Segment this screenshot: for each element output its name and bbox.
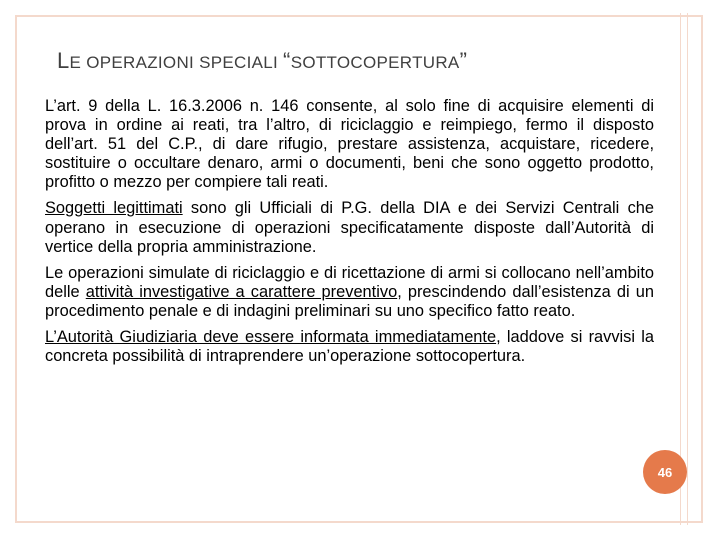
title-quote-close: ” [459, 48, 468, 73]
paragraph-text: , laddove si ravvisi la concreta possibilità di intraprendere un’operazione sottocopertura. [45, 328, 654, 366]
page-number: 46 [657, 464, 673, 480]
title-initial: L [57, 48, 70, 73]
paragraph-text: L’art. 9 della L. 16.3.2006 n. 146 consente, al solo fine di acquisire elementi di prova in ordine ai reati, tra l’altro, di riciclaggio e reimpiego, fermo il disposto dell’art. 51 del C.P., di dare rifugio, prestare assistenza, acquistare, ricedere, sostituire o occultare denaro, armi o documenti, beni che sono oggetto prodotto, profitto o mezzo per compiere tali reati. [45, 97, 654, 192]
paragraph-4 [45, 328, 654, 366]
underlined-text: L’Autorità Giudiziaria deve essere informata immediatamente [45, 328, 497, 347]
paragraph-3 [45, 264, 654, 321]
title-text-quoted: SOTTOCOPERTURA [290, 53, 460, 72]
paragraph-2 [45, 199, 654, 256]
paragraph-text: , prescindendo dall’esistenza di un procedimento penale e di indagini preliminari su uno specifico fatto reato. [45, 282, 654, 320]
underlined-text: Soggetti legittimati [45, 199, 183, 218]
title-text: E OPERAZIONI SPECIALI [69, 53, 284, 72]
paragraph-1 [45, 97, 654, 192]
title-quote-open: “ [283, 48, 291, 73]
page-number-badge [643, 450, 687, 494]
frame-line [687, 13, 688, 525]
slide-body [45, 97, 654, 373]
slide-title [57, 48, 467, 74]
underlined-text: attività investigative a carattere preventivo [85, 282, 398, 301]
paragraph-text: sono gli Ufficiali di P.G. della DIA e dei Servizi Centrali che operano in esecuzione di operazioni specificatamente disposte dall’Autorità di vertice della propria amministrazione. [45, 199, 654, 256]
paragraph-text: Le operazioni simulate di riciclaggio e di ricettazione di armi si collocano nell’ambito delle [45, 263, 654, 301]
frame-line [680, 13, 681, 525]
